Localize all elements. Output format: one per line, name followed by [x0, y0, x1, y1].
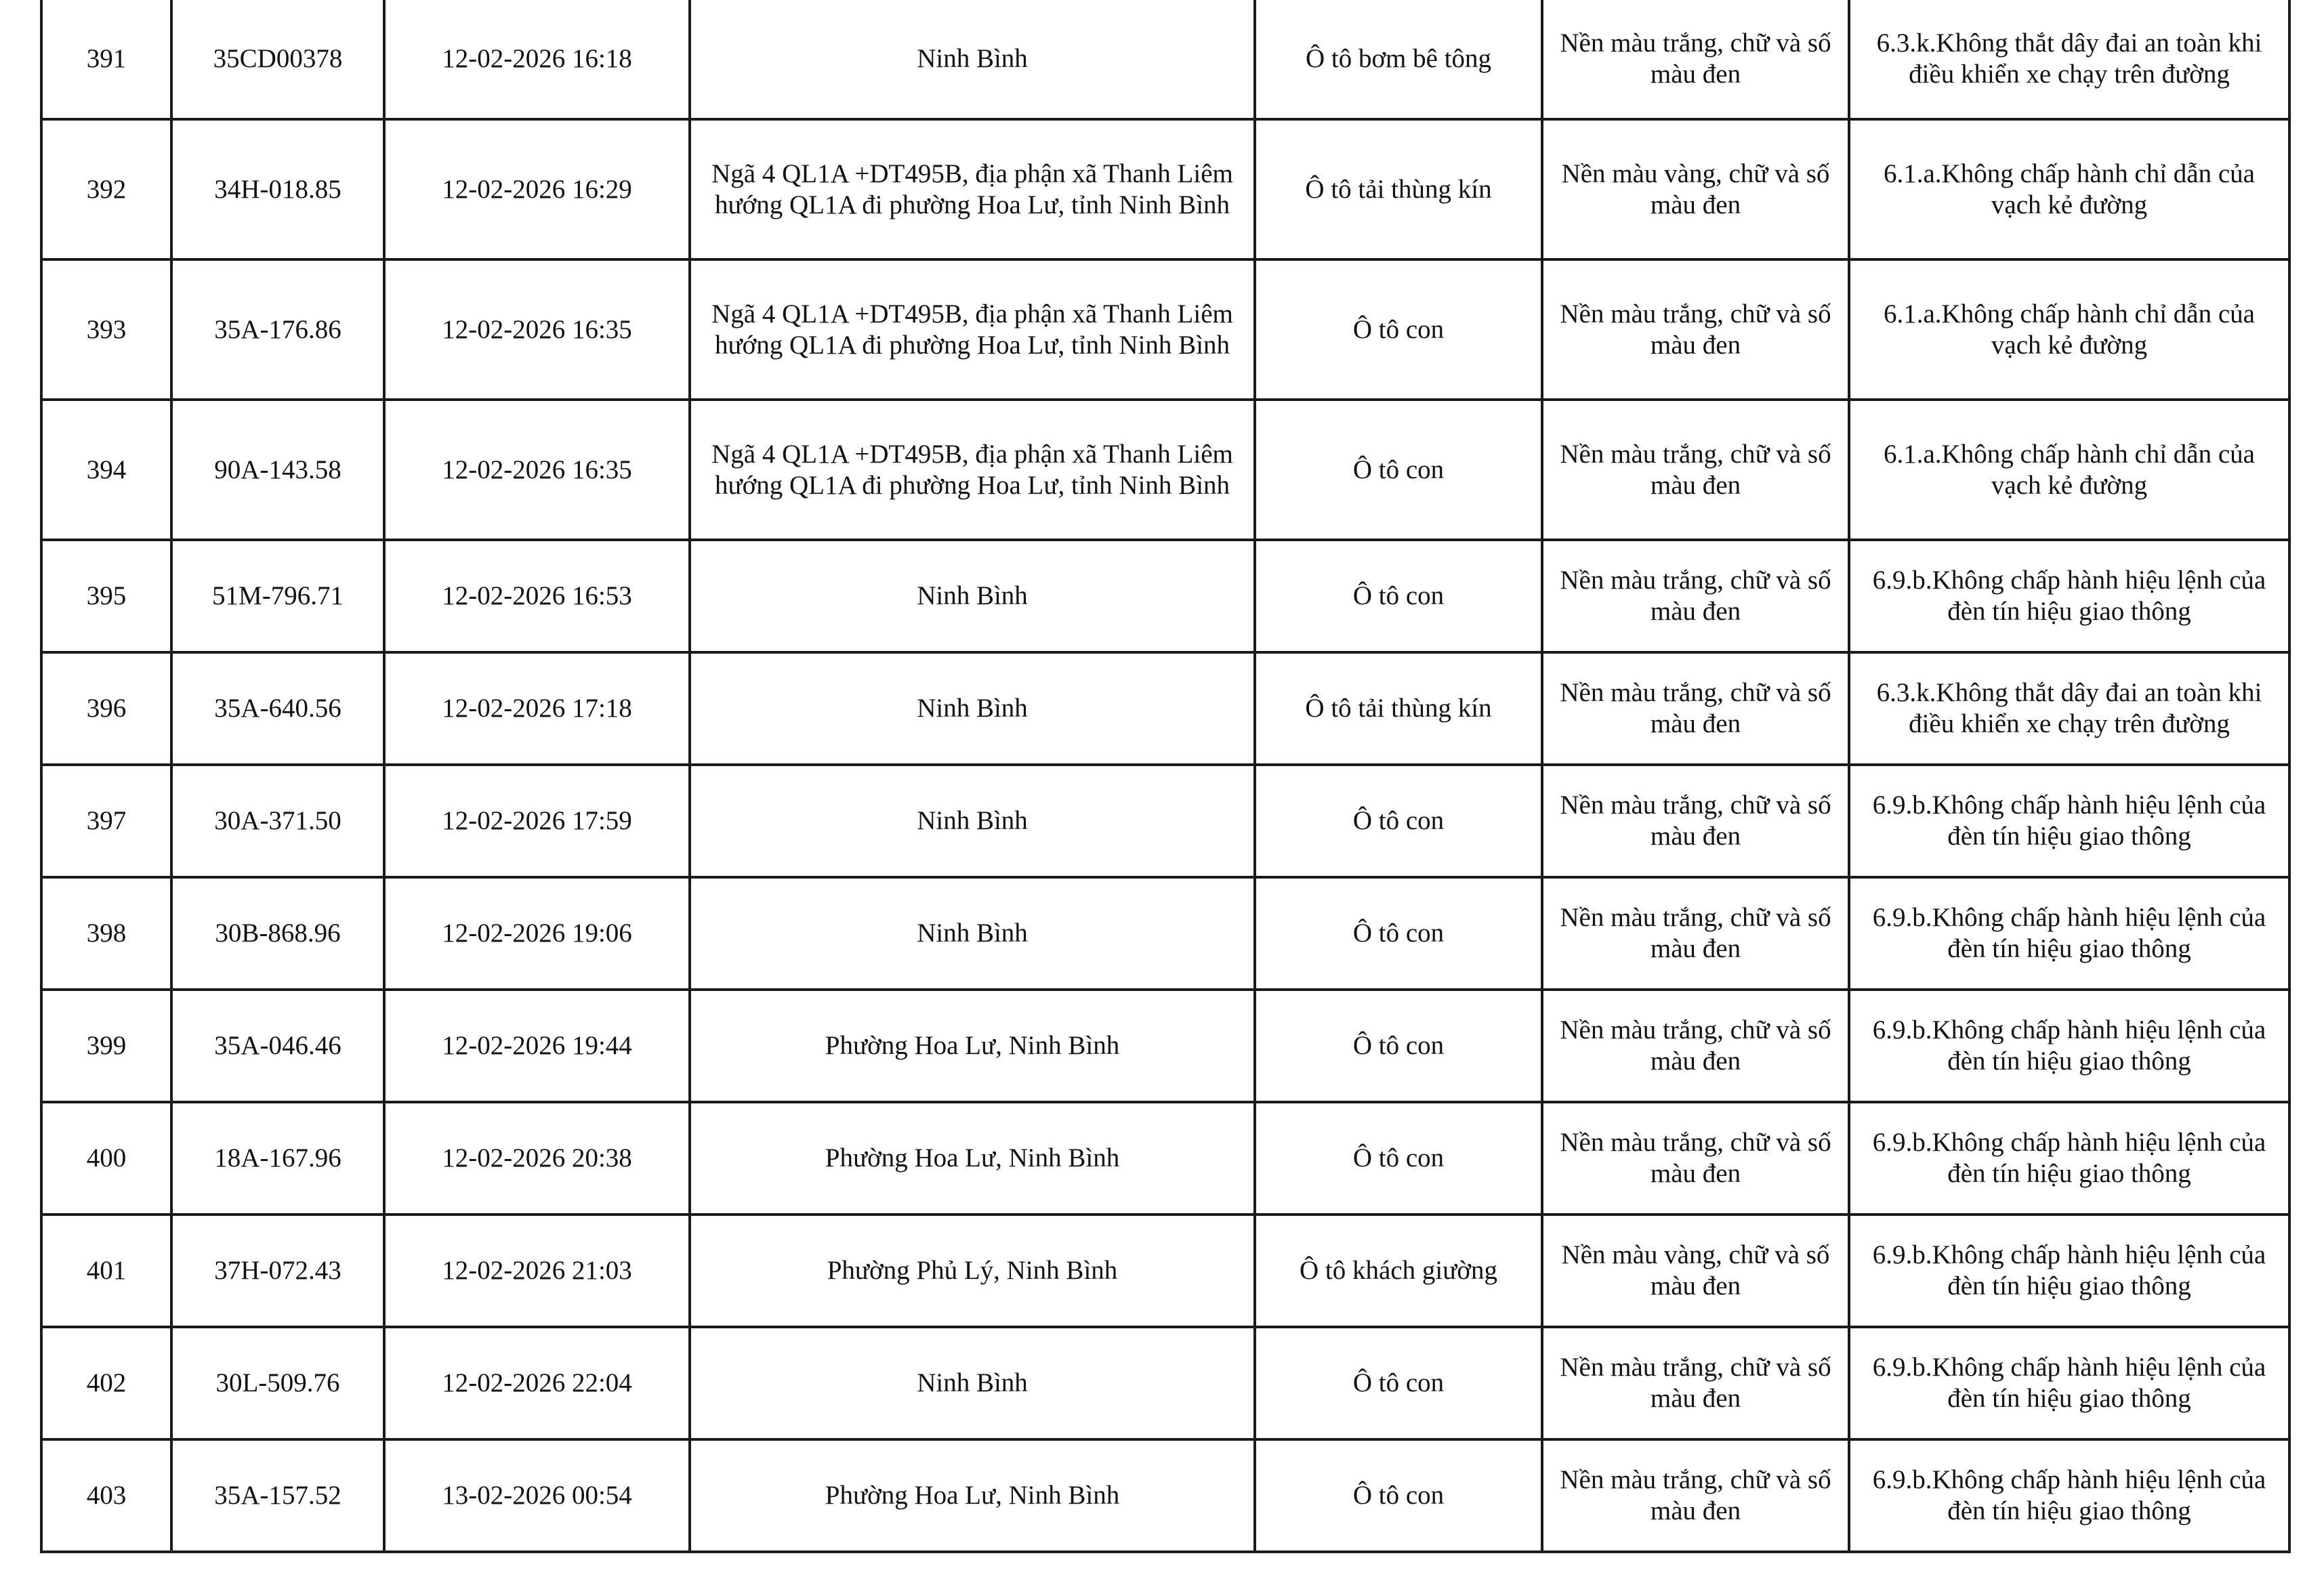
cell-plate-number: 30L-509.76 — [171, 1327, 384, 1439]
cell-datetime: 13-02-2026 00:54 — [384, 1439, 690, 1552]
cell-location: Phường Hoa Lư, Ninh Bình — [690, 1439, 1255, 1552]
violation-table-page — [40, 0, 2288, 1553]
cell-violation: 6.3.k.Không thắt dây đai an toàn khi điều khiển xe chạy trên đường — [1849, 652, 2289, 765]
cell-plate-color: Nền màu trắng, chữ và số màu đen — [1542, 259, 1849, 400]
cell-stt: 403 — [41, 1439, 171, 1552]
cell-plate-number: 35A-157.52 — [171, 1439, 384, 1552]
cell-location: Ninh Bình — [690, 765, 1255, 877]
cell-plate-color: Nền màu trắng, chữ và số màu đen — [1542, 877, 1849, 990]
cell-violation: 6.9.b.Không chấp hành hiệu lệnh của đèn tín hiệu giao thông — [1849, 990, 2289, 1102]
cell-datetime: 12-02-2026 21:03 — [384, 1215, 690, 1327]
cell-violation: 6.1.a.Không chấp hành chỉ dẫn của vạch kẻ đường — [1849, 400, 2289, 540]
cell-location: Phường Hoa Lư, Ninh Bình — [690, 1102, 1255, 1215]
cell-plate-color: Nền màu trắng, chữ và số màu đen — [1542, 990, 1849, 1102]
table-row — [41, 765, 2289, 877]
cell-location: Phường Hoa Lư, Ninh Bình — [690, 990, 1255, 1102]
cell-stt: 398 — [41, 877, 171, 990]
cell-violation: 6.9.b.Không chấp hành hiệu lệnh của đèn tín hiệu giao thông — [1849, 877, 2289, 990]
cell-plate-number: 90A-143.58 — [171, 400, 384, 540]
cell-location: Ninh Bình — [690, 0, 1255, 119]
cell-location: Phường Phủ Lý, Ninh Bình — [690, 1215, 1255, 1327]
table-row — [41, 1215, 2289, 1327]
cell-stt: 399 — [41, 990, 171, 1102]
cell-vehicle-type: Ô tô tải thùng kín — [1255, 652, 1542, 765]
cell-vehicle-type: Ô tô con — [1255, 990, 1542, 1102]
cell-violation: 6.9.b.Không chấp hành hiệu lệnh của đèn tín hiệu giao thông — [1849, 1215, 2289, 1327]
cell-violation: 6.9.b.Không chấp hành hiệu lệnh của đèn tín hiệu giao thông — [1849, 1327, 2289, 1439]
cell-datetime: 12-02-2026 22:04 — [384, 1327, 690, 1439]
cell-vehicle-type: Ô tô con — [1255, 540, 1542, 652]
table-row — [41, 1102, 2289, 1215]
table-row — [41, 540, 2289, 652]
cell-vehicle-type: Ô tô con — [1255, 1327, 1542, 1439]
cell-plate-color: Nền màu trắng, chữ và số màu đen — [1542, 1439, 1849, 1552]
table-row — [41, 1327, 2289, 1439]
cell-stt: 397 — [41, 765, 171, 877]
cell-violation: 6.9.b.Không chấp hành hiệu lệnh của đèn tín hiệu giao thông — [1849, 1102, 2289, 1215]
cell-stt: 395 — [41, 540, 171, 652]
cell-datetime: 12-02-2026 19:06 — [384, 877, 690, 990]
table-row — [41, 652, 2289, 765]
cell-vehicle-type: Ô tô con — [1255, 877, 1542, 990]
cell-plate-number: 34H-018.85 — [171, 119, 384, 259]
table-row — [41, 259, 2289, 400]
cell-plate-color: Nền màu trắng, chữ và số màu đen — [1542, 540, 1849, 652]
cell-location: Ngã 4 QL1A +DT495B, địa phận xã Thanh Liêm hướng QL1A đi phường Hoa Lư, tỉnh Ninh Bình — [690, 259, 1255, 400]
cell-stt: 392 — [41, 119, 171, 259]
cell-stt: 396 — [41, 652, 171, 765]
cell-stt: 394 — [41, 400, 171, 540]
cell-location: Ngã 4 QL1A +DT495B, địa phận xã Thanh Liêm hướng QL1A đi phường Hoa Lư, tỉnh Ninh Bình — [690, 119, 1255, 259]
cell-plate-color: Nền màu trắng, chữ và số màu đen — [1542, 765, 1849, 877]
cell-location: Ninh Bình — [690, 877, 1255, 990]
cell-stt: 393 — [41, 259, 171, 400]
cell-plate-number: 35CD00378 — [171, 0, 384, 119]
cell-violation: 6.9.b.Không chấp hành hiệu lệnh của đèn tín hiệu giao thông — [1849, 765, 2289, 877]
cell-violation: 6.9.b.Không chấp hành hiệu lệnh của đèn tín hiệu giao thông — [1849, 1439, 2289, 1552]
cell-stt: 391 — [41, 0, 171, 119]
cell-vehicle-type: Ô tô con — [1255, 1439, 1542, 1552]
cell-location: Ninh Bình — [690, 652, 1255, 765]
cell-plate-color: Nền màu vàng, chữ và số màu đen — [1542, 119, 1849, 259]
cell-vehicle-type: Ô tô khách giường — [1255, 1215, 1542, 1327]
cell-plate-number: 30B-868.96 — [171, 877, 384, 990]
cell-datetime: 12-02-2026 16:35 — [384, 400, 690, 540]
cell-violation: 6.9.b.Không chấp hành hiệu lệnh của đèn tín hiệu giao thông — [1849, 540, 2289, 652]
table-row — [41, 0, 2289, 119]
table-row — [41, 877, 2289, 990]
cell-stt: 400 — [41, 1102, 171, 1215]
table-row — [41, 119, 2289, 259]
cell-vehicle-type: Ô tô tải thùng kín — [1255, 119, 1542, 259]
cell-datetime: 12-02-2026 17:18 — [384, 652, 690, 765]
cell-plate-number: 51M-796.71 — [171, 540, 384, 652]
cell-vehicle-type: Ô tô con — [1255, 400, 1542, 540]
cell-plate-color: Nền màu trắng, chữ và số màu đen — [1542, 400, 1849, 540]
cell-violation: 6.1.a.Không chấp hành chỉ dẫn của vạch kẻ đường — [1849, 259, 2289, 400]
cell-stt: 401 — [41, 1215, 171, 1327]
cell-vehicle-type: Ô tô con — [1255, 1102, 1542, 1215]
cell-datetime: 12-02-2026 16:53 — [384, 540, 690, 652]
table-row — [41, 990, 2289, 1102]
cell-location: Ninh Bình — [690, 1327, 1255, 1439]
cell-violation: 6.3.k.Không thắt dây đai an toàn khi điều khiển xe chạy trên đường — [1849, 0, 2289, 119]
cell-plate-color: Nền màu trắng, chữ và số màu đen — [1542, 1327, 1849, 1439]
cell-stt: 402 — [41, 1327, 171, 1439]
table-row — [41, 400, 2289, 540]
cell-datetime: 12-02-2026 20:38 — [384, 1102, 690, 1215]
cell-datetime: 12-02-2026 16:18 — [384, 0, 690, 119]
cell-location: Ngã 4 QL1A +DT495B, địa phận xã Thanh Liêm hướng QL1A đi phường Hoa Lư, tỉnh Ninh Bình — [690, 400, 1255, 540]
cell-datetime: 12-02-2026 17:59 — [384, 765, 690, 877]
cell-datetime: 12-02-2026 16:29 — [384, 119, 690, 259]
cell-plate-number: 35A-176.86 — [171, 259, 384, 400]
cell-plate-color: Nền màu vàng, chữ và số màu đen — [1542, 1215, 1849, 1327]
violation-table — [40, 0, 2291, 1553]
cell-plate-number: 35A-046.46 — [171, 990, 384, 1102]
cell-plate-number: 18A-167.96 — [171, 1102, 384, 1215]
cell-violation: 6.1.a.Không chấp hành chỉ dẫn của vạch kẻ đường — [1849, 119, 2289, 259]
cell-vehicle-type: Ô tô con — [1255, 765, 1542, 877]
table-row — [41, 1439, 2289, 1552]
cell-datetime: 12-02-2026 19:44 — [384, 990, 690, 1102]
cell-plate-color: Nền màu trắng, chữ và số màu đen — [1542, 0, 1849, 119]
cell-plate-number: 35A-640.56 — [171, 652, 384, 765]
cell-vehicle-type: Ô tô con — [1255, 259, 1542, 400]
cell-plate-color: Nền màu trắng, chữ và số màu đen — [1542, 1102, 1849, 1215]
cell-vehicle-type: Ô tô bơm bê tông — [1255, 0, 1542, 119]
cell-plate-number: 37H-072.43 — [171, 1215, 384, 1327]
cell-plate-color: Nền màu trắng, chữ và số màu đen — [1542, 652, 1849, 765]
cell-plate-number: 30A-371.50 — [171, 765, 384, 877]
cell-datetime: 12-02-2026 16:35 — [384, 259, 690, 400]
cell-location: Ninh Bình — [690, 540, 1255, 652]
